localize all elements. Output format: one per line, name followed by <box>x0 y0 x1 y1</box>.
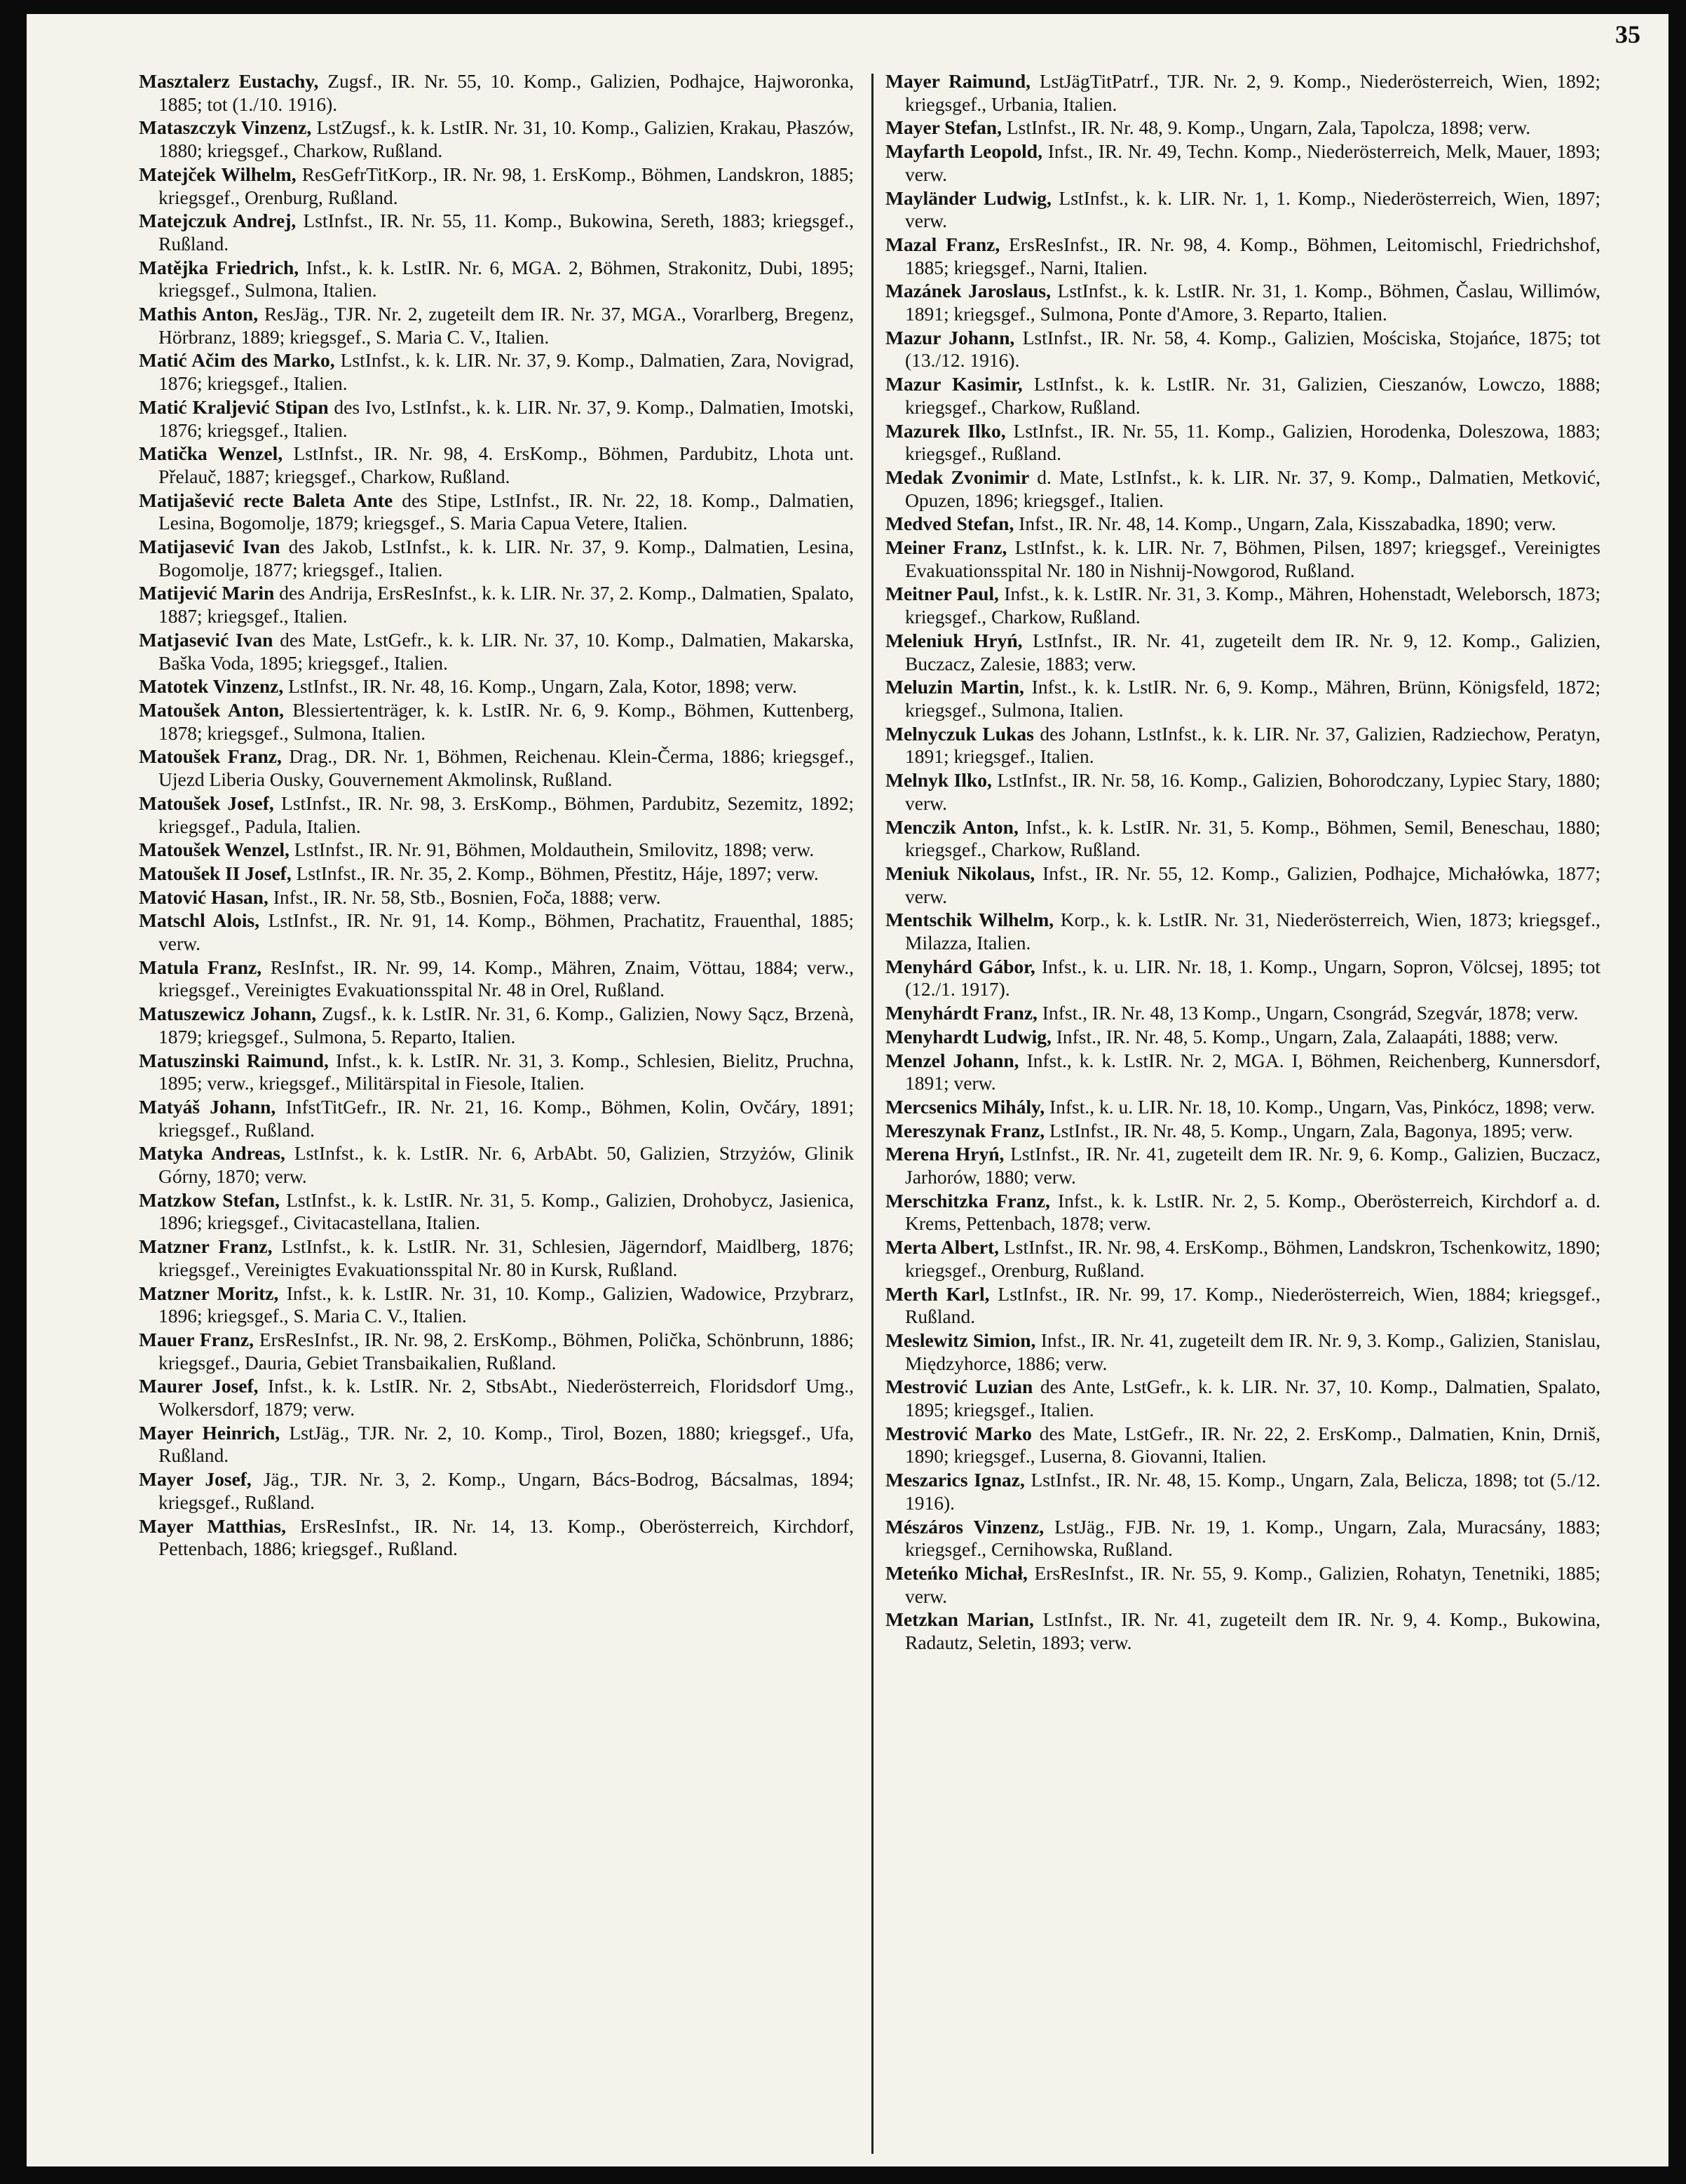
entry-name: Matoušek Wenzel, <box>139 839 290 861</box>
entry-name: Mayer Raimund, <box>885 70 1031 92</box>
entry-name: Matijević Marin <box>139 582 275 604</box>
list-entry <box>885 583 1600 628</box>
list-entry <box>885 1329 1600 1375</box>
list-entry <box>885 1516 1600 1561</box>
list-entry <box>885 1002 1600 1025</box>
entry-name: Mayer Matthias, <box>139 1514 286 1537</box>
entry-name: Menyhárd Gábor, <box>885 955 1035 977</box>
list-entry <box>885 280 1600 325</box>
list-entry <box>885 1143 1600 1188</box>
list-entry <box>885 862 1600 908</box>
entry-name: Mercsenics Mihály, <box>885 1095 1045 1118</box>
entry-details: LstInfst., k. k. LstIR. Nr. 31, 5. Komp., Galizien, Drohobycz, Jasienica, 1896; kriegsgef., Civitacastellana, Italien. <box>158 1188 854 1234</box>
list-entry <box>139 1235 854 1281</box>
entry-details: Infst., IR. Nr. 58, Stb., Bosnien, Foča, 1888; verw. <box>268 886 661 908</box>
entry-name: Matzner Franz, <box>139 1235 273 1258</box>
entry-details: Infst., k. k. LstIR. Nr. 2, StbsAbt., Niederösterreich, Floridsdorf Umg., Wolkersdorf, 1879; verw. <box>158 1375 854 1420</box>
list-entry <box>885 1608 1600 1654</box>
entry-details: LstInfst., k. k. LIR. Nr. 7, Böhmen, Pilsen, 1897; kriegsgef., Vereinigtes Evakuationsspital Nr. 180 in Nishnij-Nowgorod, Rußland. <box>905 536 1600 581</box>
entry-name: Matula Franz, <box>139 956 262 978</box>
entry-name: Matička Wenzel, <box>139 442 283 465</box>
list-entry <box>885 1096 1600 1119</box>
entry-name: Meitner Paul, <box>885 583 999 605</box>
entry-name: Mayer Stefan, <box>885 116 1002 139</box>
entry-details: LstInfst., k. k. LstIR. Nr. 31, 1. Komp., Böhmen, Časlau, Willimów, 1891; kriegsgef., Sulmona, Ponte d'Amore, 3. Reparto, Italien. <box>905 280 1600 325</box>
list-entry <box>885 816 1600 862</box>
list-entry <box>139 1050 854 1095</box>
list-entry <box>885 1120 1600 1143</box>
entry-details: LstInfst., k. k. LstIR. Nr. 31, Schlesien, Jägerndorf, Maidlberg, 1876; kriegsgef., Vereinigtes Evakuationsspital Nr. 80 in Kursk, Rußland. <box>158 1235 854 1280</box>
entry-name: Meluzin Martin, <box>885 676 1024 698</box>
entry-details: Infst., k. k. LstIR. Nr. 6, MGA. 2, Böhmen, Strakonitz, Dubi, 1895; kriegsgef., Sulmona, Italien. <box>158 256 854 301</box>
entry-name: Mayfarth Leopold, <box>885 140 1042 163</box>
list-entry <box>885 420 1600 466</box>
list-entry <box>885 187 1600 233</box>
entry-details: LstInfst., IR. Nr. 55, 11. Komp., Bukowina, Sereth, 1883; kriegsgef., Rußland. <box>158 210 854 255</box>
entry-details: LstInfst., IR. Nr. 58, 16. Komp., Galizien, Bohorodczany, Lypiec Stary, 1880; verw. <box>905 769 1600 814</box>
list-entry <box>885 723 1600 768</box>
entry-details: Jäg., TJR. Nr. 3, 2. Komp., Ungarn, Bács-Bodrog, Bácsalmas, 1894; kriegsgef., Rußland. <box>158 1468 854 1513</box>
entry-details: ResGefrTitKorp., IR. Nr. 98, 1. ErsKomp., Böhmen, Landskron, 1885; kriegsgef., Orenburg, Rußland. <box>158 163 854 208</box>
entry-name: Matějka Friedrich, <box>139 256 299 278</box>
list-entry <box>139 257 854 302</box>
right-column <box>885 70 1600 2154</box>
entry-name: Merth Karl, <box>885 1282 990 1305</box>
entry-name: Merta Albert, <box>885 1236 999 1259</box>
entry-name: Menzel Johann, <box>885 1049 1019 1071</box>
entry-details: LstInfst., k. k. LstIR. Nr. 31, Galizien, Cieszanów, Lowczo, 1888; kriegsgef., Charkow, Rußland. <box>905 373 1600 418</box>
entry-name: Mészáros Vinzenz, <box>885 1515 1045 1538</box>
entry-details: LstInfst., IR. Nr. 48, 5. Komp., Ungarn, Zala, Bagonya, 1895; verw. <box>1045 1119 1573 1141</box>
list-entry <box>139 1329 854 1374</box>
entry-name: Matuszewicz Johann, <box>139 1003 317 1025</box>
entry-name: Medved Stefan, <box>885 513 1014 535</box>
entry-name: Matejczuk Andrej, <box>139 210 297 232</box>
entry-details: LstInfst., IR. Nr. 48, 9. Komp., Ungarn, Zala, Tapolcza, 1898; verw. <box>1001 116 1531 139</box>
list-entry <box>139 699 854 745</box>
entry-details: Infst., k. k. LstIR. Nr. 6, 9. Komp., Mähren, Brünn, Königsfeld, 1872; kriegsgef., Sulmona, Italien. <box>905 676 1600 721</box>
entry-name: Matejček Wilhelm, <box>139 163 297 185</box>
entry-name: Matzner Moritz, <box>139 1282 279 1304</box>
entry-name: Merena Hryń, <box>885 1143 1005 1165</box>
entry-name: Matoušek Josef, <box>139 792 274 814</box>
entry-name: Matoušek II Josef, <box>139 862 292 884</box>
list-entry <box>885 1283 1600 1329</box>
list-entry <box>885 373 1600 419</box>
list-entry <box>885 956 1600 1001</box>
entry-details: Infst., IR. Nr. 48, 13 Komp., Ungarn, Csongrád, Szegvár, 1878; verw. <box>1037 1002 1579 1024</box>
entry-details: LstInfst., k. k. LIR. Nr. 37, 9. Komp., Dalmatien, Zara, Novigrad, 1876; kriegsgef., Italien. <box>158 349 854 395</box>
list-entry <box>139 629 854 674</box>
entry-details: LstInfst., k. k. LIR. Nr. 1, 1. Komp., Niederösterreich, Wien, 1897; verw. <box>905 186 1600 232</box>
entry-name: Mentschik Wilhelm, <box>885 909 1054 931</box>
list-entry <box>885 1423 1600 1468</box>
entry-details: Infst., k. k. LstIR. Nr. 2, 5. Komp., Oberösterreich, Kirchdorf a. d. Krems, Pettenbach, 1878; verw. <box>905 1189 1600 1235</box>
entry-name: Mayer Heinrich, <box>139 1421 280 1444</box>
list-entry <box>885 1236 1600 1282</box>
list-entry <box>885 1376 1600 1421</box>
entry-details: Infst., k. u. LIR. Nr. 18, 10. Komp., Ungarn, Vas, Pinkócz, 1898; verw. <box>1045 1095 1596 1118</box>
list-entry <box>885 1026 1600 1049</box>
entry-name: Mathis Anton, <box>139 303 259 325</box>
list-entry <box>885 1050 1600 1095</box>
entry-details: Infst., IR. Nr. 41, zugeteilt dem IR. Nr. 9, 3. Komp., Galizien, Stanislau, Międzyhorce, 1886; verw. <box>905 1329 1600 1374</box>
entry-details: des Stipe, LstInfst., IR. Nr. 22, 18. Komp., Dalmatien, Lesina, Bogomolje, 1879; kriegsgef., S. Maria Capua Vetere, Italien. <box>158 489 854 534</box>
entry-details: Infst., k. k. LstIR. Nr. 2, MGA. I, Böhmen, Reichenberg, Kunnersdorf, 1891; verw. <box>905 1049 1600 1094</box>
list-entry <box>139 862 854 886</box>
entry-name: Meiner Franz, <box>885 536 1007 559</box>
entry-details: des Ante, LstGefr., k. k. LIR. Nr. 37, 10. Komp., Dalmatien, Spalato, 1895; kriegsgef., Italien. <box>905 1376 1600 1421</box>
list-entry <box>885 513 1600 536</box>
list-entry <box>139 489 854 535</box>
entry-name: Matschl Alois, <box>139 909 260 932</box>
entry-name: Matić Kraljević Stipan <box>139 395 329 418</box>
list-entry <box>139 1375 854 1420</box>
list-entry <box>139 909 854 955</box>
entry-name: Meniuk Nikolaus, <box>885 862 1035 884</box>
list-entry <box>885 233 1600 279</box>
entry-details: LstJägTitPatrf., TJR. Nr. 2, 9. Komp., Niederösterreich, Wien, 1892; kriegsgef., Urbania, Italien. <box>905 70 1600 115</box>
entry-name: Matotek Vinzenz, <box>139 675 284 698</box>
entry-name: Mazur Kasimir, <box>885 373 1023 395</box>
entry-details: LstInfst., IR. Nr. 41, zugeteilt dem IR. Nr. 9, 4. Komp., Bukowina, Radautz, Seletin, 1893; verw. <box>905 1608 1600 1654</box>
list-entry <box>139 1003 854 1048</box>
document-page <box>27 14 1668 2166</box>
entry-name: Merschitzka Franz, <box>885 1189 1050 1212</box>
list-entry <box>885 1469 1600 1514</box>
entry-details: LstJäg., TJR. Nr. 2, 10. Komp., Tirol, Bozen, 1880; kriegsgef., Ufa, Rußland. <box>158 1421 854 1467</box>
entry-details: LstInfst., IR. Nr. 98, 4. ErsKomp., Böhmen, Pardubitz, Lhota unt. Přelauč, 1887; kriegsgef., Charkow, Rußland. <box>158 442 854 487</box>
list-entry <box>139 956 854 1002</box>
entry-details: LstInfst., k. k. LstIR. Nr. 6, ArbAbt. 50, Galizien, Strzyżów, Glinik Górny, 1870; verw. <box>158 1142 854 1188</box>
entry-name: Metzkan Marian, <box>885 1608 1034 1631</box>
entry-name: Matijašević recte Baleta Ante <box>139 489 393 511</box>
entry-details: Infst., IR. Nr. 49, Techn. Komp., Niederösterreich, Melk, Mauer, 1893; verw. <box>905 140 1600 185</box>
entry-details: Infst., k. k. LstIR. Nr. 31, 3. Komp., Mähren, Hohenstadt, Weleborsch, 1873; kriegsgef., Charkow, Rußland. <box>905 583 1600 628</box>
entry-name: Matyka Andreas, <box>139 1142 285 1165</box>
list-entry <box>885 536 1600 582</box>
entry-details: LstJäg., FJB. Nr. 19, 1. Komp., Ungarn, Zala, Muracsány, 1883; kriegsgef., Cernihowska, Rußland. <box>905 1515 1600 1561</box>
page-number: 35 <box>1615 20 1640 48</box>
entry-details: LstInfst., IR. Nr. 98, 4. ErsKomp., Böhmen, Landskron, Tschenkowitz, 1890; kriegsgef., Orenburg, Rußland. <box>905 1236 1600 1281</box>
entry-details: des Ivo, LstInfst., k. k. LIR. Nr. 37, 9. Komp., Dalmatien, Imotski, 1876; kriegsgef., Italien. <box>158 395 854 441</box>
list-entry <box>139 349 854 395</box>
list-entry <box>139 1468 854 1514</box>
entry-details: LstInfst., IR. Nr. 55, 11. Komp., Galizien, Horodenka, Doleszowa, 1883; kriegsgef., Rußland. <box>905 419 1600 465</box>
entry-name: Meslewitz Simion, <box>885 1329 1036 1351</box>
entry-name: Matijasević Ivan <box>139 536 280 558</box>
entry-details: Zugsf., k. k. LstIR. Nr. 31, 6. Komp., Galizien, Nowy Sącz, Brzenà, 1879; kriegsgef., Sulmona, 5. Reparto, Italien. <box>158 1003 854 1047</box>
entry-details: ResInfst., IR. Nr. 99, 14. Komp., Mähren, Znaim, Vöttau, 1884; verw., kriegsgef., Vereinigtes Evakuationsspital Nr. 48 in Orel, Rußland. <box>158 956 854 1001</box>
entry-details: des Johann, LstInfst., k. k. LIR. Nr. 37, Galizien, Radziechow, Peratyn, 1891; kriegsgef., Italien. <box>905 722 1600 768</box>
entry-details: Blessiertenträger, k. k. LstIR. Nr. 6, 9. Komp., Böhmen, Kuttenberg, 1878; kriegsgef., Sulmona, Italien. <box>158 698 854 744</box>
list-entry <box>139 536 854 581</box>
list-entry <box>885 630 1600 675</box>
list-entry <box>139 1189 854 1235</box>
entry-details: ErsResInfst., IR. Nr. 55, 9. Komp., Galizien, Rohatyn, Tenetniki, 1885; verw. <box>905 1562 1600 1607</box>
list-entry <box>139 582 854 628</box>
entry-details: des Jakob, LstInfst., k. k. LIR. Nr. 37, 9. Komp., Dalmatien, Lesina, Bogomolje, 1877; kriegsgef., Italien. <box>158 536 854 581</box>
list-entry <box>139 116 854 162</box>
entry-name: Mazal Franz, <box>885 233 1000 255</box>
entry-name: Melnyczuk Lukas <box>885 722 1034 745</box>
entry-details: LstInfst., IR. Nr. 58, 4. Komp., Galizien, Mościska, Stojańce, 1875; tot (13./12. 1916). <box>905 326 1600 372</box>
list-entry <box>139 210 854 255</box>
entry-name: Medak Zvonimir <box>885 466 1030 488</box>
entry-name: Matyáš Johann, <box>139 1095 276 1118</box>
list-entry <box>885 909 1600 954</box>
entry-name: Meleniuk Hryń, <box>885 629 1023 651</box>
left-column <box>139 70 854 2154</box>
list-entry <box>885 466 1600 512</box>
column-divider <box>871 74 873 2154</box>
entry-name: Mataszczyk Vinzenz, <box>139 116 312 139</box>
entry-details: LstInfst., IR. Nr. 35, 2. Komp., Böhmen, Přestitz, Háje, 1897; verw. <box>291 862 819 884</box>
entry-name: Mestrović Marko <box>885 1422 1032 1444</box>
entry-details: Infst., IR. Nr. 48, 14. Komp., Ungarn, Zala, Kisszabadka, 1890; verw. <box>1014 513 1556 535</box>
list-entry <box>139 70 854 116</box>
entry-name: Mereszynak Franz, <box>885 1119 1045 1141</box>
entry-name: Matuszinski Raimund, <box>139 1049 329 1071</box>
entry-name: Maurer Josef, <box>139 1375 259 1397</box>
entry-name: Menyhárdt Franz, <box>885 1002 1038 1024</box>
entry-details: LstInfst., IR. Nr. 48, 16. Komp., Ungarn, Zala, Kotor, 1898; verw. <box>283 675 797 698</box>
list-entry <box>139 163 854 209</box>
entry-name: Melnyk Ilko, <box>885 769 992 792</box>
list-entry <box>885 1562 1600 1608</box>
list-entry <box>139 1282 854 1328</box>
entry-name: Menyhardt Ludwig, <box>885 1025 1052 1047</box>
entry-name: Matoušek Anton, <box>139 698 285 721</box>
list-entry <box>139 886 854 909</box>
list-entry <box>139 792 854 838</box>
entry-details: ErsResInfst., IR. Nr. 98, 4. Komp., Böhmen, Leitomischl, Friedrichshof, 1885; kriegsgef., Narni, Italien. <box>905 233 1600 278</box>
entry-name: Matoušek Franz, <box>139 745 282 768</box>
list-entry <box>885 140 1600 186</box>
list-entry <box>139 1515 854 1561</box>
entry-details: Infst., k. k. LstIR. Nr. 31, 5. Komp., Böhmen, Semil, Beneschau, 1880; kriegsgef., Charkow, Rußland. <box>905 815 1600 861</box>
entry-details: LstInfst., IR. Nr. 41, zugeteilt dem IR. Nr. 9, 6. Komp., Galizien, Buczacz, Jarhorów, 1880; verw. <box>905 1143 1600 1188</box>
entry-details: des Mate, LstGefr., k. k. LIR. Nr. 37, 10. Komp., Dalmatien, Makarska, Baška Voda, 1895; kriegsgef., Italien. <box>158 628 854 674</box>
entry-details: LstInfst., IR. Nr. 48, 15. Komp., Ungarn, Zala, Belicza, 1898; tot (5./12. 1916). <box>905 1469 1600 1514</box>
entry-name: Matzkow Stefan, <box>139 1188 280 1211</box>
entry-name: Mayländer Ludwig, <box>885 186 1052 209</box>
list-entry <box>139 745 854 791</box>
list-entry <box>139 675 854 698</box>
entry-name: Mestrović Luzian <box>885 1376 1033 1398</box>
entry-details: Korp., k. k. LstIR. Nr. 31, Niederösterreich, Wien, 1873; kriegsgef., Milazza, Italien. <box>905 909 1600 954</box>
entry-name: Mazur Johann, <box>885 326 1015 348</box>
entry-details: Zugsf., IR. Nr. 55, 10. Komp., Galizien, Podhajce, Hajworonka, 1885; tot (1./10. 1916). <box>158 70 854 115</box>
entry-details: Infst., k. k. LstIR. Nr. 31, 3. Komp., Schlesien, Bielitz, Pruchna, 1895; verw., kriegsgef., Militärspital in Fiesole, Italien. <box>158 1049 854 1094</box>
list-entry <box>139 1096 854 1141</box>
entry-details: des Mate, LstGefr., IR. Nr. 22, 2. ErsKomp., Dalmatien, Knin, Drniš, 1890; kriegsgef., Luserna, 8. Giovanni, Italien. <box>905 1422 1600 1467</box>
entry-name: Menczik Anton, <box>885 815 1019 838</box>
entry-details: Infst., IR. Nr. 48, 5. Komp., Ungarn, Zala, Zalaapáti, 1888; verw. <box>1051 1025 1558 1047</box>
entry-name: Matić Ačim des Marko, <box>139 349 335 372</box>
list-entry <box>885 70 1600 116</box>
entry-details: ErsResInfst., IR. Nr. 14, 13. Komp., Oberösterreich, Kirchdorf, Pettenbach, 1886; kriegsgef., Rußland. <box>158 1514 854 1560</box>
entry-name: Mayer Josef, <box>139 1468 252 1491</box>
list-entry <box>139 1142 854 1188</box>
entry-details: Infst., k. u. LIR. Nr. 18, 1. Komp., Ungarn, Sopron, Völcsej, 1895; tot (12./1. 1917). <box>905 955 1600 1001</box>
list-entry <box>885 327 1600 372</box>
list-entry <box>885 1190 1600 1235</box>
entry-details: Drag., DR. Nr. 1, Böhmen, Reichenau. Klein-Čerma, 1886; kriegsgef., Ujezd Liberia Ousky, Gouvernement Akmolinsk, Rußland. <box>158 745 854 791</box>
list-entry <box>885 769 1600 815</box>
entry-details: des Andrija, ErsResInfst., k. k. LIR. Nr. 37, 2. Komp., Dalmatien, Spalato, 1887; kriegsgef., Italien. <box>158 582 854 628</box>
list-entry <box>139 1422 854 1467</box>
list-entry <box>139 442 854 488</box>
entry-name: Meteńko Michał, <box>885 1562 1028 1584</box>
entry-details: ResJäg., TJR. Nr. 2, zugeteilt dem IR. Nr. 37, MGA., Vorarlberg, Bregenz, Hörbranz, 1889; kriegsgef., S. Maria C. V., Italien. <box>158 303 854 348</box>
entry-details: LstZugsf., k. k. LstIR. Nr. 31, 10. Komp., Galizien, Krakau, Płaszów, 1880; kriegsgef., Charkow, Rußland. <box>158 116 854 162</box>
entry-details: LstInfst., IR. Nr. 98, 3. ErsKomp., Böhmen, Pardubitz, Sezemitz, 1892; kriegsgef., Padula, Italien. <box>158 792 854 837</box>
list-entry <box>139 839 854 862</box>
entry-details: d. Mate, LstInfst., k. k. LIR. Nr. 37, 9. Komp., Dalmatien, Metković, Opuzen, 1896; kriegsgef., Italien. <box>905 466 1600 511</box>
entry-name: Masztalerz Eustachy, <box>139 70 319 92</box>
entry-name: Mazánek Jaroslaus, <box>885 280 1051 302</box>
entry-details: ErsResInfst., IR. Nr. 98, 2. ErsKomp., Böhmen, Polička, Schönbrunn, 1886; kriegsgef., Dauria, Gebiet Transbaikalien, Rußland. <box>158 1328 854 1374</box>
entry-details: LstInfst., IR. Nr. 91, Böhmen, Moldauthein, Smilovitz, 1898; verw. <box>289 839 815 861</box>
entry-details: Infst., k. k. LstIR. Nr. 31, 10. Komp., Galizien, Wadowice, Przybrarz, 1896; kriegsgef., S. Maria C. V., Italien. <box>158 1282 854 1327</box>
entry-name: Meszarics Ignaz, <box>885 1469 1025 1491</box>
entry-details: LstInfst., IR. Nr. 99, 17. Komp., Niederösterreich, Wien, 1884; kriegsgef., Rußland. <box>905 1282 1600 1328</box>
list-entry <box>885 116 1600 140</box>
list-entry <box>139 303 854 348</box>
entry-details: LstInfst., IR. Nr. 41, zugeteilt dem IR. Nr. 9, 12. Komp., Galizien, Buczacz, Zalesie, 1883; verw. <box>905 629 1600 674</box>
entry-name: Mauer Franz, <box>139 1328 254 1350</box>
list-entry <box>885 676 1600 721</box>
entry-name: Matjasević Ivan <box>139 628 273 651</box>
entry-details: Infst., IR. Nr. 55, 12. Komp., Galizien, Podhajce, Michałówka, 1877; verw. <box>905 862 1600 907</box>
entry-details: LstInfst., IR. Nr. 91, 14. Komp., Böhmen, Prachatitz, Frauenthal, 1885; verw. <box>158 909 854 955</box>
entry-name: Mazurek Ilko, <box>885 419 1006 442</box>
entry-name: Matović Hasan, <box>139 886 268 908</box>
entry-details: InfstTitGefr., IR. Nr. 21, 16. Komp., Böhmen, Kolin, Ovčáry, 1891; kriegsgef., Rußland. <box>158 1095 854 1141</box>
list-entry <box>139 396 854 442</box>
